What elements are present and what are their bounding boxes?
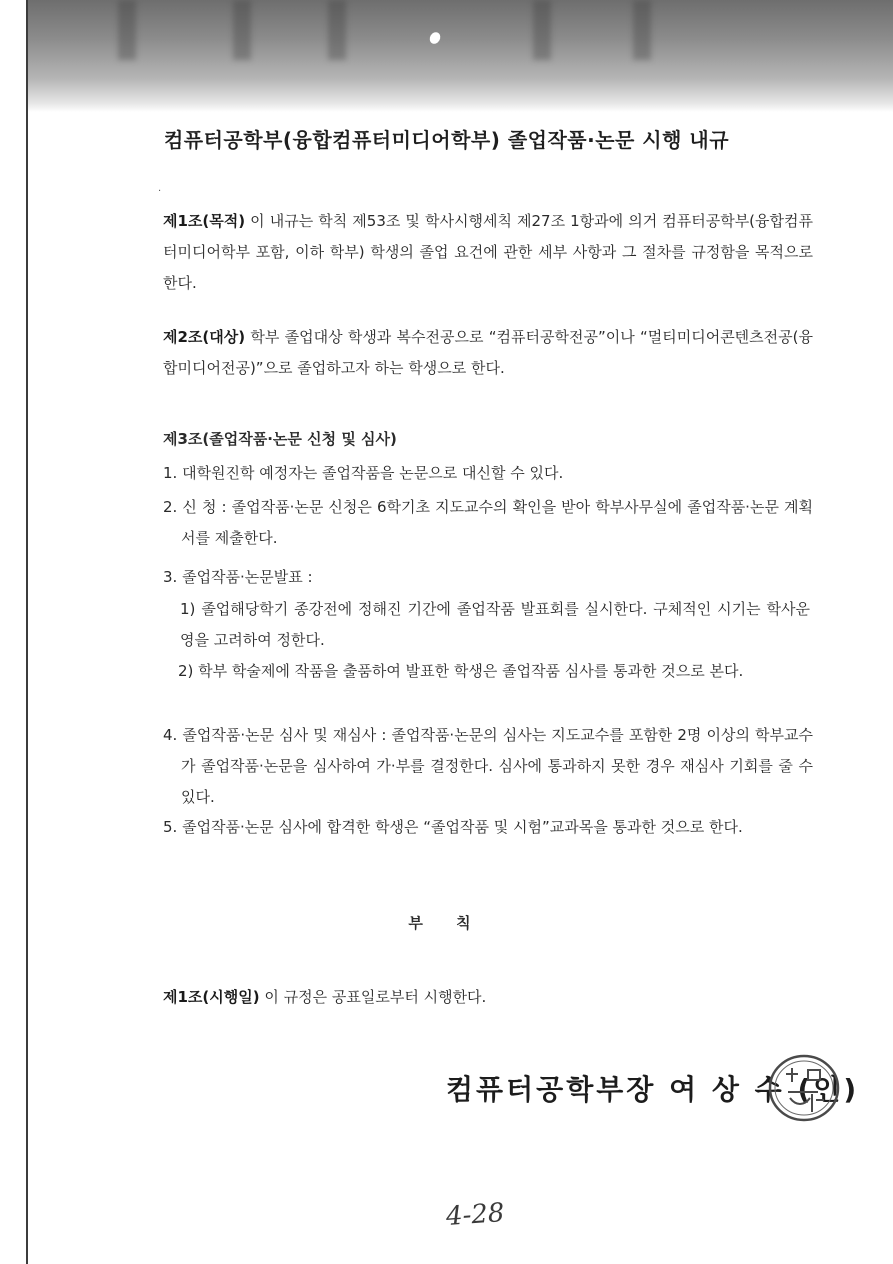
article-3-item-3: 3. 졸업작품·논문발표 :: [163, 568, 313, 586]
article-1-text: 이 내규는 학칙 제53조 및 학사시행세칙 제27조 1항과에 의거 컴퓨터공학부(융합컴퓨터미디어학부 포함, 이하 학부) 학생의 졸업 요건에 관한 세부 사항과 그 절차를 규정함을 목적으로 한다.: [163, 212, 813, 292]
article-3-item-3-2: 2) 학부 학술제에 작품을 출품하여 발표한 학생은 졸업작품 심사를 통과한 것으로 본다.: [178, 662, 744, 680]
supplementary-article-1: [163, 982, 813, 1013]
supplementary-article-1-text: 이 규정은 공표일로부터 시행한다.: [259, 988, 487, 1006]
article-2-heading: 제2조(대상): [163, 328, 246, 346]
article-1: [163, 206, 813, 299]
handwritten-page-number: 4-28: [445, 1197, 506, 1233]
article-3-item-2: 2. 신 청 : 졸업작품·논문 신청은 6학기초 지도교수의 확인을 받아 학부사무실에 졸업작품·논문 계획서를 제출한다.: [163, 498, 813, 547]
signature-line: 컴퓨터공학부장 여 상 수 (인): [446, 1073, 860, 1106]
article-2-text: 학부 졸업대상 학생과 복수전공으로 “컴퓨터공학전공”이나 “멀티미디어콘텐츠전공(융합미디어전공)”으로 졸업하고자 하는 학생으로 한다.: [163, 328, 813, 377]
article-3-item-1: 1. 대학원진학 예정자는 졸업작품을 논문으로 대신할 수 있다.: [163, 464, 564, 482]
article-3-item-3-1: 1) 졸업해당학기 종강전에 정해진 기간에 졸업작품 발표회를 실시한다. 구체적인 시기는 학사운영을 고려하여 정한다.: [180, 600, 810, 649]
article-2: [163, 322, 813, 384]
scan-edge: [26, 0, 28, 1264]
seal-stamp: [766, 1052, 842, 1124]
article-3-heading: 제3조(졸업작품·논문 신청 및 심사): [163, 430, 397, 448]
supplementary-heading: 부 칙: [408, 914, 485, 932]
article-3-item-4: 4. 졸업작품·논문 심사 및 재심사 : 졸업작품·논문의 심사는 지도교수를 포함한 2명 이상의 학부교수가 졸업작품·논문을 심사하여 가·부를 결정한다. 심사에 통과하지 못한 경우 재심사 기회를 줄 수 있다.: [163, 726, 813, 806]
article-3-item-5: 5. 졸업작품·논문 심사에 합격한 학생은 “졸업작품 및 시험”교과목을 통과한 것으로 한다.: [163, 818, 743, 836]
scan-shadow: [28, 0, 893, 112]
supplementary-article-1-heading: 제1조(시행일): [163, 988, 260, 1006]
document-title: 컴퓨터공학부(융합컴퓨터미디어학부) 졸업작품·논문 시행 내규: [163, 128, 730, 152]
article-1-heading: 제1조(목적): [163, 212, 246, 230]
stray-mark: ·: [158, 186, 162, 197]
